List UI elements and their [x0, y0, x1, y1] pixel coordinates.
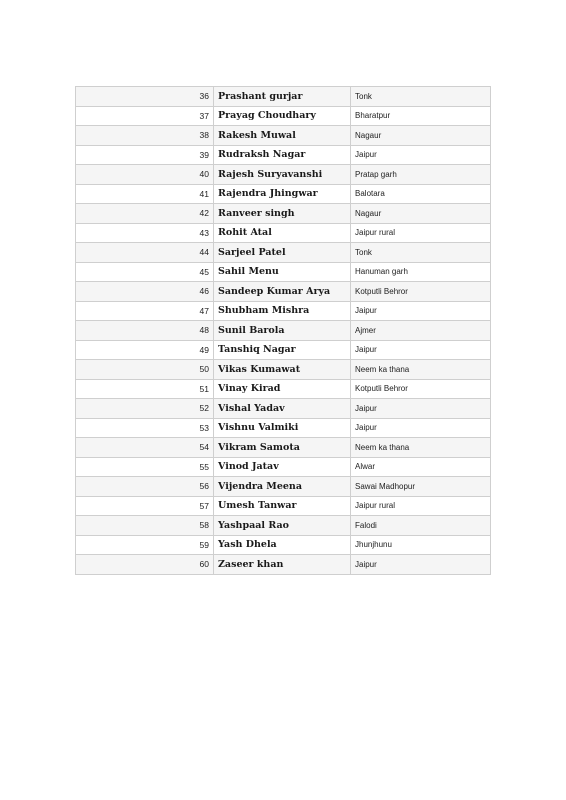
serial-number: 45	[76, 263, 214, 282]
district-name: Jaipur	[351, 399, 491, 418]
person-name: Vikram Samota	[214, 438, 351, 457]
table-row	[76, 458, 491, 478]
table-row	[76, 536, 491, 556]
serial-number: 53	[76, 419, 214, 438]
person-name: Sahil Menu	[214, 263, 351, 282]
district-name: Jaipur	[351, 146, 491, 165]
table-row	[76, 185, 491, 205]
serial-number: 56	[76, 477, 214, 496]
district-name: Sawai Madhopur	[351, 477, 491, 496]
table-row	[76, 438, 491, 458]
serial-number: 57	[76, 497, 214, 516]
serial-number: 50	[76, 360, 214, 379]
serial-number: 36	[76, 87, 214, 106]
person-name: Sandeep Kumar Arya	[214, 282, 351, 301]
district-name: Tonk	[351, 87, 491, 106]
serial-number: 60	[76, 555, 214, 574]
table-row	[76, 87, 491, 107]
person-name: Sunil Barola	[214, 321, 351, 340]
person-name: Rajesh Suryavanshi	[214, 165, 351, 184]
table-row	[76, 302, 491, 322]
serial-number: 48	[76, 321, 214, 340]
person-name: Prashant gurjar	[214, 87, 351, 106]
district-name: Alwar	[351, 458, 491, 477]
person-name: Umesh Tanwar	[214, 497, 351, 516]
serial-number: 41	[76, 185, 214, 204]
district-name: Pratap garh	[351, 165, 491, 184]
person-name: Rohit Atal	[214, 224, 351, 243]
district-name: Jhunjhunu	[351, 536, 491, 555]
person-name: Vishnu Valmiki	[214, 419, 351, 438]
serial-number: 37	[76, 107, 214, 126]
serial-number: 47	[76, 302, 214, 321]
person-name: Yash Dhela	[214, 536, 351, 555]
table-row	[76, 360, 491, 380]
table-row	[76, 321, 491, 341]
person-name: Rakesh Muwal	[214, 126, 351, 145]
person-name: Prayag Choudhary	[214, 107, 351, 126]
roster-table	[75, 86, 491, 575]
serial-number: 46	[76, 282, 214, 301]
district-name: Jaipur rural	[351, 224, 491, 243]
table-row	[76, 224, 491, 244]
district-name: Jaipur	[351, 302, 491, 321]
person-name: Sarjeel Patel	[214, 243, 351, 262]
person-name: Vishal Yadav	[214, 399, 351, 418]
serial-number: 51	[76, 380, 214, 399]
district-name: Balotara	[351, 185, 491, 204]
district-name: Bharatpur	[351, 107, 491, 126]
district-name: Falodi	[351, 516, 491, 535]
serial-number: 40	[76, 165, 214, 184]
person-name: Ranveer singh	[214, 204, 351, 223]
district-name: Jaipur	[351, 419, 491, 438]
person-name: Vinod Jatav	[214, 458, 351, 477]
serial-number: 55	[76, 458, 214, 477]
table-row	[76, 341, 491, 361]
serial-number: 58	[76, 516, 214, 535]
serial-number: 42	[76, 204, 214, 223]
district-name: Neem ka thana	[351, 438, 491, 457]
district-name: Hanuman garh	[351, 263, 491, 282]
table-row	[76, 146, 491, 166]
district-name: Ajmer	[351, 321, 491, 340]
person-name: Rajendra Jhingwar	[214, 185, 351, 204]
district-name: Kotputli Behror	[351, 282, 491, 301]
serial-number: 59	[76, 536, 214, 555]
table-row	[76, 165, 491, 185]
table-row	[76, 477, 491, 497]
district-name: Nagaur	[351, 204, 491, 223]
serial-number: 39	[76, 146, 214, 165]
district-name: Jaipur rural	[351, 497, 491, 516]
person-name: Vikas Kumawat	[214, 360, 351, 379]
person-name: Yashpaal Rao	[214, 516, 351, 535]
serial-number: 49	[76, 341, 214, 360]
district-name: Jaipur	[351, 555, 491, 574]
table-row	[76, 204, 491, 224]
serial-number: 43	[76, 224, 214, 243]
district-name: Kotputli Behror	[351, 380, 491, 399]
table-row	[76, 380, 491, 400]
person-name: Shubham Mishra	[214, 302, 351, 321]
table-row	[76, 555, 491, 575]
district-name: Nagaur	[351, 126, 491, 145]
table-row	[76, 282, 491, 302]
person-name: Zaseer khan	[214, 555, 351, 574]
table-row	[76, 263, 491, 283]
table-row	[76, 107, 491, 127]
table-row	[76, 243, 491, 263]
person-name: Vijendra Meena	[214, 477, 351, 496]
table-row	[76, 126, 491, 146]
person-name: Rudraksh Nagar	[214, 146, 351, 165]
person-name: Vinay Kirad	[214, 380, 351, 399]
serial-number: 52	[76, 399, 214, 418]
table-row	[76, 419, 491, 439]
serial-number: 38	[76, 126, 214, 145]
person-name: Tanshiq Nagar	[214, 341, 351, 360]
district-name: Tonk	[351, 243, 491, 262]
serial-number: 54	[76, 438, 214, 457]
table-row	[76, 497, 491, 517]
district-name: Jaipur	[351, 341, 491, 360]
table-row	[76, 516, 491, 536]
table-row	[76, 399, 491, 419]
serial-number: 44	[76, 243, 214, 262]
district-name: Neem ka thana	[351, 360, 491, 379]
